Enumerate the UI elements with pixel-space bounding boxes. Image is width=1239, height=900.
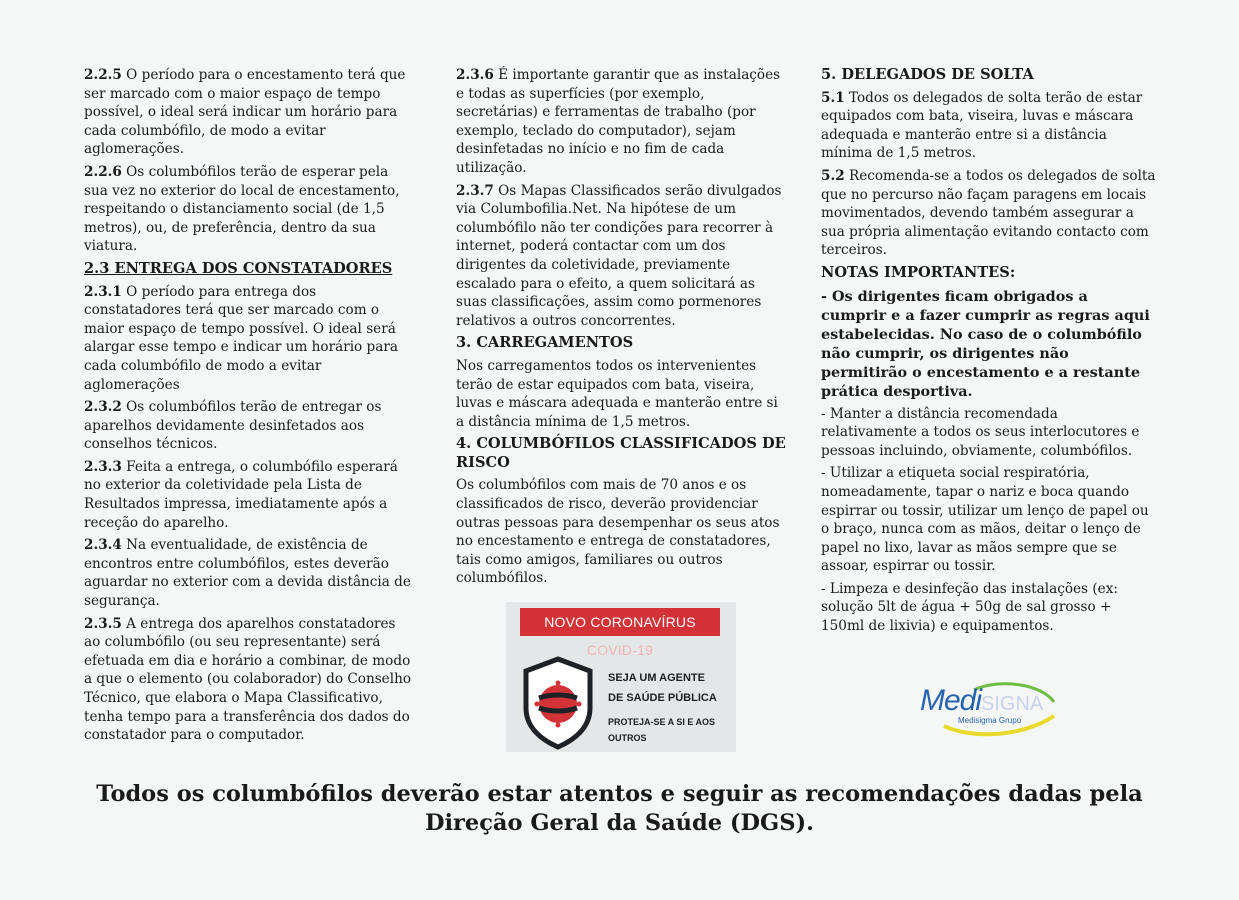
column-left: [84, 66, 414, 749]
heading-2-3: 2.3 ENTREGA DOS CONSTATADORES: [84, 259, 393, 277]
shield-virus-icon: [522, 656, 594, 750]
paragraph-5-2: 5.2 Recomenda-se a todos os delegados de solta que no percurso não façam paragens em locais movimentados, devendo também assegurar a sua própria alimentação evitando contacto com terceiros.: [821, 167, 1156, 259]
paragraph-2-3-5: 2.3.5 A entrega dos aparelhos constatadores ao columbófilo (ou seu representante) será efetuada em dia e horário a combinar, de modo a que o elemento (ou colaborador) do Conselho Técnico, que elabora o Mapa Classificativo, tenha tempo para a transferência dos dados do constatador para o computador.: [84, 615, 412, 744]
paragraph-2-3-2: 2.3.2 Os columbófilos terão de entregar os aparelhos devidamente desinfetados aos conselhos técnicos.: [84, 399, 382, 453]
paragraph-2-3-7: 2.3.7 Os Mapas Classificados serão divulgados via Columbofilia.Net. Na hipótese de um columbófilo não ter condições para recorrer à internet, poderá contactar com um dos dirigentes da coletividade, previamente escalado para o efeito, a quem solicitará as suas classificações, assim como pormenores relativos a outros concorrentes.: [456, 182, 782, 329]
covid-banner: [506, 602, 736, 752]
banner-text: [608, 668, 728, 746]
heading-3: 3. CARREGAMENTOS: [456, 334, 634, 352]
note-cleaning: - Limpeza e desinfeção das instalações (ex: solução 5lt de água + 50g de sal grosso + 150ml de lixivia) e equipamentos.: [821, 580, 1118, 635]
note-etiquette: - Utilizar a etiqueta social respiratória, nomeadamente, tapar o nariz e boca quando espirrar ou tossir, utilizar um lenço de papel ou o braço, nunca com as mãos, deitar o lenço de papel no lixo, lavar as mãos sempre que se assoar, espirrar ou tossir.: [821, 465, 1149, 575]
banner-line-1: SEJA UM AGENTE: [608, 672, 705, 684]
paragraph-2-3-1: 2.3.1 O período para entrega dos constatadores terá que ser marcado com o maior espaço de tempo possível. O ideal será alargar esse tempo e indicar um horário para cada columbófilo de modo a evitar aglomerações: [84, 283, 398, 393]
footer-notice: [60, 780, 1179, 838]
banner-line-3: PROTEJA-SE A SI E AOS OUTROS: [608, 717, 716, 743]
column-middle: [456, 66, 786, 592]
heading-notas: NOTAS IMPORTANTES:: [821, 263, 1016, 281]
column-right: [821, 66, 1156, 640]
paragraph-2-3-4: 2.3.4 Na eventualidade, de existência de encontros entre columbófilos, estes deverão aguardar no exterior com a devida distância de segurança.: [84, 537, 411, 610]
paragraph-2-3-3: 2.3.3 Feita a entrega, o columbófilo esperará no exterior da coletividade pela Lista de Resultados impressa, imediatamente após a receção do aparelho.: [84, 458, 398, 531]
paragraph-4: Os columbófilos com mais de 70 anos e os classificados de risco, deverão providenciar outras pessoas para desempenhar os seus atos no encestamento e entrega de constatadores, tais como amigos, familiares ou outros columbófilos.: [456, 477, 780, 587]
logo-subtitle: Medisigma Grupo: [958, 716, 1022, 725]
heading-5: 5. DELEGADOS DE SOLTA: [821, 66, 1034, 83]
paragraph-2-2-5: 2.2.5 O período para o encestamento terá que ser marcado com o maior espaço de tempo possível, o ideal será indicar um horário para cada columbófilo, de modo a evitar aglomerações.: [84, 67, 406, 158]
note-distance: - Manter a distância recomendada relativamente a todos os seus interlocutores e pessoas incluindo, obviamente, columbófilos.: [821, 405, 1140, 459]
footer-line-2: Direção Geral da Saúde (DGS).: [424, 810, 814, 836]
banner-line-2: DE SAÚDE PÚBLICA: [608, 692, 717, 704]
note-bold: - Os dirigentes ficam obrigados a cumprir e a fazer cumprir as regras aqui estabelecidas. No caso de o columbófilo não cumprir, os dirigentes não permitirão o encestamento e a restante prática desportiva.: [821, 287, 1150, 400]
footer-line-1: Todos os columbófilos deverão estar atentos e seguir as recomendações dadas pela: [96, 781, 1143, 807]
banner-title: NOVO CORONAVÍRUS COVID-19: [520, 608, 720, 636]
paragraph-2-3-6: 2.3.6 É importante garantir que as instalações e todas as superfícies (por exemplo, secretárias) e ferramentas de trabalho (por exemplo, teclado do computador), sejam desinfetadas no início e no fim de cada utilização.: [456, 67, 781, 176]
paragraph-3: Nos carregamentos todos os intervenientes terão de estar equipados com bata, viseira, luvas e máscara adequada e manterão entre si a distância mínima de 1,5 metros.: [456, 357, 778, 430]
heading-4: 4. COLUMBÓFILOS CLASSIFICADOS DE RISCO: [456, 435, 786, 471]
medisigma-logo: MediSIGNA Medisigma Grupo: [914, 676, 1064, 740]
paragraph-2-2-6: 2.2.6 Os columbófilos terão de esperar pela sua vez no exterior do local de encestamento, respeitando o distanciamento social (de 1,5 metros), ou, de preferência, dentro da sua viatura.: [84, 163, 400, 255]
paragraph-5-1: 5.1 Todos os delegados de solta terão de estar equipados com bata, viseira, luvas e máscara adequada e manterão entre si a distância mínima de 1,5 metros.: [821, 89, 1143, 162]
